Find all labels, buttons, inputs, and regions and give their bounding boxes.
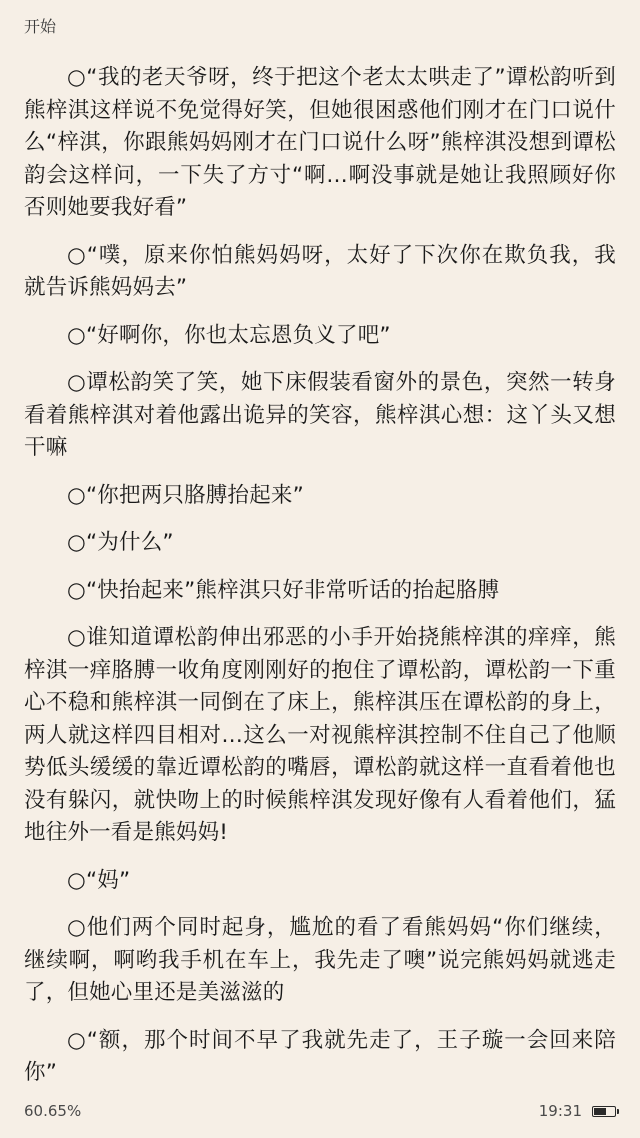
paragraph: ○“快抬起来”熊梓淇只好非常听话的抬起胳膊 [67,577,500,603]
status-footer [24,1102,616,1124]
battery-level [594,1108,606,1115]
chapter-title: 开始 [24,17,57,36]
battery-icon [592,1106,616,1117]
clock-time: 19:31 [538,1102,582,1120]
paragraph: ○“为什么” [67,530,174,555]
paragraph: ○谁知道谭松韵伸出邪恶的小手开始挠熊梓淇的痒痒，熊梓淇一痒胳膊一收角度刚刚好的抱住了谭松韵，谭松韵一下重心不稳和熊梓淇一同倒在了床上，熊梓淇压在谭松韵的身上，两人就这样四目相对…这么一对视熊梓淇控制不住自己了他顺势低头缓缓的靠近谭松韵的嘴唇，谭松韵就这样一直看着他也没有躲闪，就快吻上的时候熊梓淇发现好像有人看着他们，猛地往外一看是熊妈妈! [24,625,616,845]
paragraph: ○谭松韵笑了笑，她下床假装看窗外的景色，突然一转身看着熊梓淇对着他露出诡异的笑容，熊梓淇心想：这丫头又想干嘛 [24,370,616,460]
paragraph: ○“妈” [67,867,131,893]
reading-content[interactable] [24,62,616,1105]
paragraph: ○“噗，原来你怕熊妈妈呀，太好了下次你在欺负我，我就告诉熊妈妈去” [24,242,616,300]
status-right [539,1102,616,1120]
paragraph: ○“好啊你，你也太忘恩负义了吧” [67,322,391,348]
paragraph: ○他们两个同时起身，尴尬的看了看熊妈妈“你们继续，继续啊，啊哟我手机在车上，我先走了噢”说完熊妈妈就逃走了，但她心里还是美滋滋的 [24,915,616,1005]
paragraph: ○“额，那个时间不早了我就先走了，王子璇一会回来陪你” [24,1027,616,1085]
paragraph: ○“你把两只胳膊抬起来” [67,482,304,508]
reading-progress: 60.65% [24,1102,82,1120]
paragraph: ○“我的老天爷呀，终于把这个老太太哄走了”谭松韵听到熊梓淇这样说不免觉得好笑，但她很困惑他们刚才在门口说什么“梓淇，你跟熊妈妈刚才在门口说什么呀”熊梓淇没想到谭松韵会这样问，一下失了方寸“啊…啊没事就是她让我照顾好你否则她要我好看” [24,65,616,220]
